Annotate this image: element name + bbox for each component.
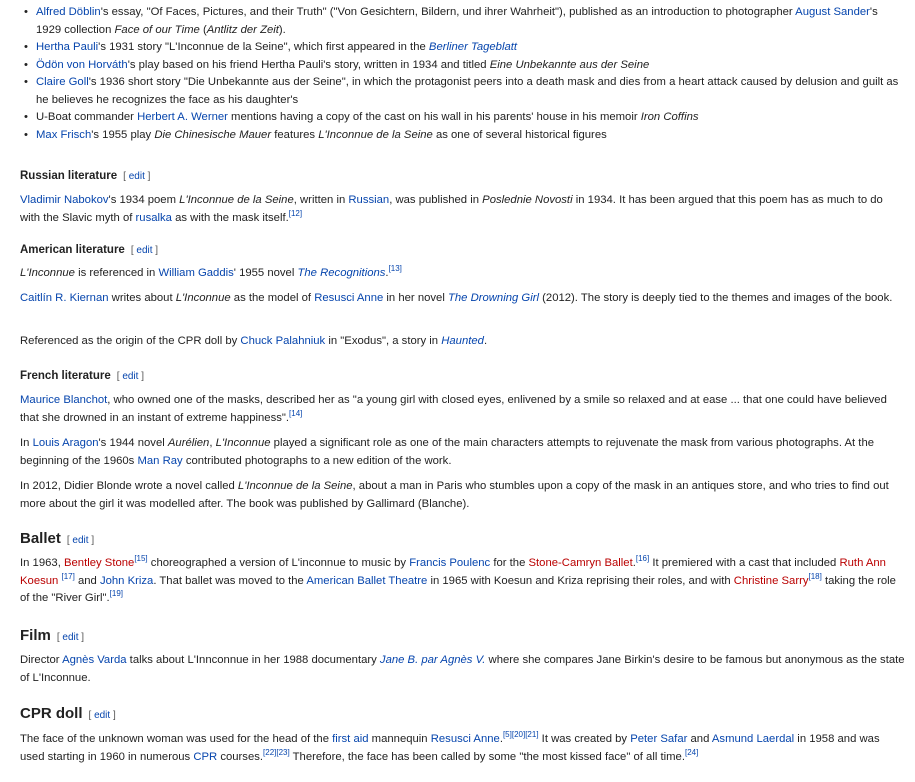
citation-ref[interactable]: [17]: [61, 571, 75, 581]
text-run: choreographed a version of L'inconnue to music by: [147, 557, 410, 569]
text-run: 's 1944 novel: [98, 437, 168, 449]
text-run: , about a man in Paris who stumbles upon a copy of the mask in an antiques store, and who tries to find out more about the girl it was modelled after. The book was published by Gallimard (Blanche).: [20, 480, 889, 510]
text-run: in 1958 and was used starting in 1960 in numerous: [20, 733, 880, 763]
film-heading: [20, 627, 905, 647]
wiki-link[interactable]: Louis Aragon: [32, 437, 99, 449]
text-run: .: [385, 267, 389, 279]
text-run: In 2012, Didier Blonde wrote a novel called: [20, 480, 238, 492]
text-run: ' 1955 novel: [233, 267, 298, 279]
redlink[interactable]: Christine Sarry: [733, 574, 809, 587]
wiki-link[interactable]: Peter Safar: [630, 733, 688, 745]
text-run: 's 1929 collection: [36, 6, 878, 36]
wiki-link[interactable]: Caitlín R. Kiernan: [20, 292, 109, 304]
french-literature-heading: [20, 368, 905, 386]
text-run: Face of our Time: [114, 23, 200, 36]
text-run: L'Inconnue: [175, 292, 231, 304]
citation-ref[interactable]: [16]: [635, 554, 650, 564]
text-run: and: [74, 574, 100, 587]
wiki-link[interactable]: Asmund Laerdal: [711, 733, 795, 745]
text-run: 's 1955 play: [91, 128, 155, 141]
text-run: L'Inconnue de la Seine: [179, 194, 294, 206]
edit-section-link: [ edit ]: [130, 245, 159, 256]
text-run: courses.: [217, 750, 264, 763]
text-run: mentions having a copy of the cast on his wall in his parents' house in his memoir: [227, 111, 641, 123]
wiki-link[interactable]: The Recognitions: [297, 267, 386, 279]
wiki-link[interactable]: Man Ray: [137, 454, 183, 467]
french-paragraph-1: [20, 392, 905, 427]
bullet-icon: •: [24, 111, 28, 123]
wiki-link[interactable]: Resusci Anne: [430, 733, 500, 745]
text-run: taking the role of the "River Girl".: [20, 574, 896, 604]
works-bullet-list: [20, 4, 905, 144]
american-paragraph-1: [20, 265, 905, 283]
wiki-link[interactable]: American Ballet Theatre: [306, 574, 428, 587]
bullet-icon: •: [24, 41, 28, 53]
text-run: 's 1934 poem: [108, 194, 180, 206]
text-run: Antlitz der Zeit: [206, 23, 279, 36]
text-run: (: [199, 23, 207, 36]
text-run: U-Boat commander: [36, 111, 138, 123]
citation-ref[interactable]: [24]: [684, 747, 699, 757]
edit-section-link: [ edit ]: [88, 710, 116, 721]
text-run: It was created by: [538, 733, 631, 745]
list-item: [20, 39, 905, 57]
text-run: writes about: [108, 292, 176, 304]
wiki-link[interactable]: Francis Poulenc: [409, 557, 491, 569]
text-run: Eine Unbekannte aus der Seine: [489, 58, 650, 71]
text-run: In: [20, 437, 33, 449]
text-run: Poslednie Novosti: [482, 194, 573, 206]
citation-ref[interactable]: [15]: [134, 554, 148, 564]
cpr-doll-heading: [20, 705, 905, 725]
text-run: talks about L'Innconnue in her 1988 documentary: [126, 654, 380, 666]
edit-section-link: [ edit ]: [116, 371, 144, 382]
citation-ref[interactable]: [13]: [388, 264, 402, 274]
text-run: 's play based on his friend Hertha Pauli's story, written in 1934 and titled: [127, 58, 490, 71]
text-run: .: [499, 733, 503, 745]
text-run: . That ballet was moved to the: [153, 574, 307, 587]
text-run: ,: [209, 437, 216, 449]
text-run: contributed photographs to a new edition of the work.: [182, 454, 452, 467]
text-run: 's essay, "Of Faces, Pictures, and their Truth" ("Von Gesichtern, Bildern, und ihrer Wahrheit"), published as an introduction to photographer: [100, 6, 796, 18]
text-run: 's 1931 story "L'Inconnue de la Seine", which first appeared in the: [98, 41, 429, 53]
wiki-link[interactable]: William Gaddis: [158, 267, 234, 279]
wiki-link[interactable]: The Drowning Girl: [447, 292, 540, 304]
wiki-link[interactable]: Herbert A. Werner: [137, 111, 228, 123]
wiki-link[interactable]: Haunted: [441, 335, 484, 347]
ballet-paragraph: [20, 555, 905, 608]
bullet-icon: •: [24, 128, 28, 141]
heading-text: American literature: [20, 244, 125, 256]
edit-link[interactable]: edit: [94, 710, 111, 721]
edit-link[interactable]: edit: [128, 171, 145, 182]
wiki-link[interactable]: Claire Goll: [36, 76, 89, 88]
text-run: L'Inconnue: [20, 267, 75, 279]
heading-text: Russian literature: [20, 170, 118, 182]
redlink[interactable]: Bentley Stone: [63, 557, 135, 569]
bullet-icon: •: [24, 58, 28, 71]
text-run: where she compares Jane Birkin's desire to be famous but anonymous as the state of L'Inconnue.: [20, 654, 905, 684]
text-run: .: [483, 335, 488, 347]
american-literature-heading: [20, 242, 905, 260]
citation-ref[interactable]: [18]: [808, 571, 822, 581]
text-run: 's 1936 short story "Die Unbekannte aus der Seine", in which the protagonist peers into a death mask and dies from a heart attack caused by delusion and guilt as he believes he recognizes the face as his daughter's: [36, 76, 899, 106]
film-paragraph: [20, 652, 905, 687]
wiki-link[interactable]: Resusci Anne: [314, 292, 384, 304]
list-item: [20, 57, 905, 75]
wiki-link[interactable]: John Kriza: [99, 574, 154, 587]
wiki-link[interactable]: Maurice Blanchot: [20, 394, 108, 406]
text-run: as one of several historical figures: [432, 128, 607, 141]
citation-ref[interactable]: [19]: [109, 589, 123, 599]
french-paragraph-3: [20, 478, 905, 513]
text-run: , written in: [293, 194, 349, 206]
text-run: Director: [20, 654, 63, 666]
wiki-link[interactable]: Hertha Pauli: [36, 41, 99, 53]
text-run: Therefore, the face has been called by some "the most kissed face" of all time.: [289, 750, 685, 763]
wiki-link[interactable]: Max Frisch: [36, 128, 92, 141]
text-run: .: [632, 557, 636, 569]
text-run: Aurélien: [167, 437, 210, 449]
text-run: ).: [278, 23, 286, 36]
edit-section-link: [ edit ]: [123, 171, 151, 182]
text-run: as with the mask itself.: [171, 211, 289, 224]
text-run: is referenced in: [74, 267, 159, 279]
edit-link[interactable]: edit: [62, 632, 79, 643]
cpr-paragraph: [20, 731, 905, 766]
text-run: (2012). The story is deeply tied to the themes and images of the book.: [539, 292, 893, 304]
heading-text: CPR doll: [20, 705, 83, 722]
bullet-icon: •: [24, 6, 28, 18]
edit-link[interactable]: edit: [72, 535, 89, 546]
text-run: The face of the unknown woman was used for the head of the: [20, 733, 333, 745]
heading-text: Film: [20, 627, 51, 644]
wiki-link[interactable]: Berliner Tageblatt: [428, 41, 518, 53]
wiki-link[interactable]: Jane B. par Agnès V.: [379, 654, 486, 666]
list-item: [20, 109, 905, 127]
wiki-link[interactable]: Chuck Palahniuk: [240, 335, 326, 347]
text-run: Referenced as the origin of the CPR doll by: [20, 335, 241, 347]
list-item: [20, 127, 905, 145]
citation-ref[interactable]: [5][20][21]: [502, 730, 539, 740]
text-run: L'Inconnue de la Seine: [237, 480, 353, 492]
text-run: for the: [490, 557, 529, 569]
american-paragraph-3: [20, 333, 905, 351]
wiki-link[interactable]: first aid: [332, 733, 369, 745]
text-run: in 1934. It has been argued that this poem has as much to do with the Slavic myth of: [20, 194, 883, 224]
russian-paragraph: [20, 192, 905, 227]
text-run: and: [687, 733, 712, 745]
text-run: Iron Coffins: [640, 111, 699, 123]
edit-link[interactable]: edit: [122, 371, 139, 382]
wiki-link[interactable]: Vladimir Nabokov: [20, 194, 109, 206]
text-run: played a significant role as one of the main characters attempts to rejuvenate the mask from various photographs. At the beginning of the 1960s: [20, 437, 875, 467]
list-item: [20, 4, 905, 39]
wiki-link[interactable]: Ödön von Horváth: [36, 58, 128, 71]
text-run: L'Inconnue: [215, 437, 271, 449]
list-item: [20, 74, 905, 109]
text-run: features: [271, 128, 319, 141]
text-run: in 1965 with Koesun and Kriza reprising their roles, and with: [427, 574, 734, 587]
wiki-link[interactable]: Agnès Varda: [62, 654, 127, 666]
edit-section-link: [ edit ]: [56, 632, 85, 643]
ballet-heading: [20, 530, 905, 550]
heading-text: French literature: [20, 370, 111, 382]
redlink[interactable]: Ruth Ann Koesun: [20, 557, 886, 587]
text-run: It premiered with a cast that included: [649, 557, 840, 569]
french-paragraph-2: [20, 435, 905, 470]
text-run: , was published in: [389, 194, 483, 206]
text-run: L'Inconnue de la Seine: [318, 128, 433, 141]
text-run: in "Exodus", a story in: [325, 335, 442, 347]
american-paragraph-2: [20, 290, 905, 308]
russian-literature-heading: [20, 168, 905, 186]
edit-section-link: [ edit ]: [66, 535, 95, 546]
text-run: in her novel: [383, 292, 448, 304]
text-run: as the model of: [230, 292, 315, 304]
bullet-icon: •: [24, 76, 28, 88]
wiki-link[interactable]: August Sander: [795, 6, 870, 18]
citation-ref[interactable]: [22][23]: [263, 747, 290, 757]
text-run: mannequin: [368, 733, 431, 745]
wiki-link[interactable]: rusalka: [135, 211, 172, 224]
citation-ref[interactable]: [12]: [288, 208, 303, 218]
edit-link[interactable]: edit: [136, 245, 153, 256]
wiki-link[interactable]: CPR: [193, 750, 218, 763]
heading-text: Ballet: [20, 530, 61, 547]
text-run: In 1963,: [20, 557, 64, 569]
wiki-link[interactable]: Alfred Döblin: [36, 6, 101, 18]
wiki-link[interactable]: Russian: [348, 194, 390, 206]
redlink[interactable]: Stone-Camryn Ballet: [528, 557, 633, 569]
text-run: , who owned one of the masks, described her as "a young girl with closed eyes, enlivened by a smile so relaxed and at ease ... that one could have believed that she drowned in an instant of extreme happiness".: [20, 394, 887, 424]
citation-ref[interactable]: [14]: [289, 408, 303, 418]
text-run: Die Chinesische Mauer: [154, 128, 272, 141]
